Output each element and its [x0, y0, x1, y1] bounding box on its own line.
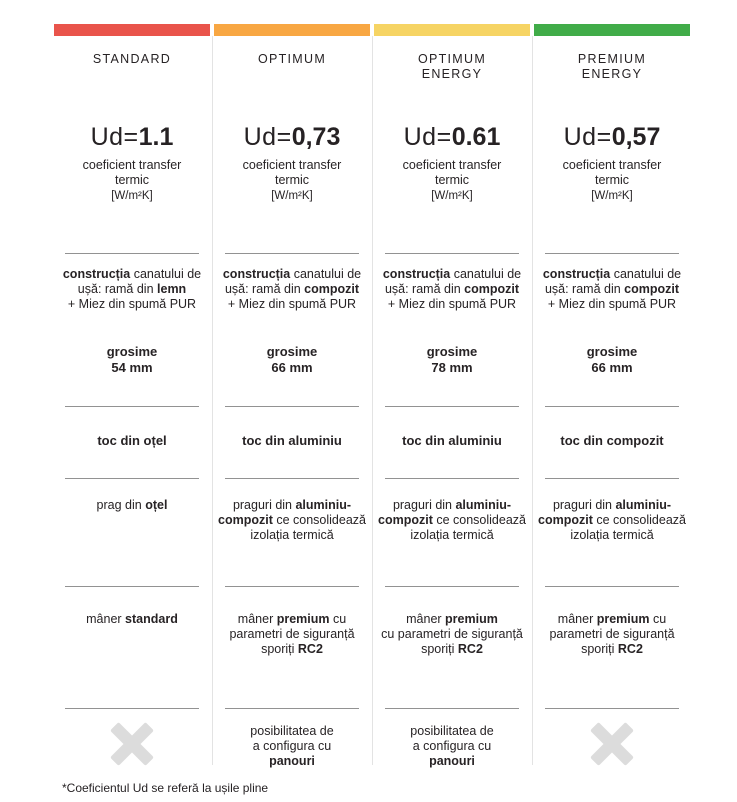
construction-text: construcția canatului de ușă: ramă din compozit + Miez din spumă PUR: [542, 267, 682, 311]
standard-color-bar: [54, 24, 210, 36]
construction-section: [372, 253, 532, 406]
column-title-optimum-energy: OPTIMUM ENERGY: [417, 52, 487, 81]
thickness-label: grosime: [106, 344, 158, 359]
thickness: [372, 344, 532, 375]
section-rule: [385, 586, 519, 587]
section-rule: [385, 478, 519, 479]
threshold-text: praguri din aluminiu- compozit ce consolidează izolația termică: [538, 498, 686, 542]
thickness-label: grosime: [586, 344, 638, 359]
thickness-value: 54 mm: [111, 359, 153, 375]
threshold-text: praguri din aluminiu- compozit ce consolidează izolația termică: [218, 498, 366, 542]
column-premium-energy: [532, 24, 692, 765]
frame-section: [532, 406, 692, 478]
x-icon: [106, 722, 158, 766]
comparison-table: [52, 24, 692, 768]
column-optimum: [212, 24, 372, 768]
handle-section: [372, 586, 532, 708]
threshold-section: [372, 478, 532, 586]
ud-number: 0.61: [451, 123, 501, 151]
frame-text: toc din oțel: [97, 433, 167, 448]
section-rule: [545, 253, 679, 254]
handle-text: mâner standard: [86, 612, 178, 626]
panels-text: posibilitatea de a configura cu panouri: [410, 724, 494, 768]
column-title-standard: STANDARD: [92, 52, 172, 66]
ud-prefix: Ud=: [243, 123, 292, 151]
ud-value-standard: [52, 122, 212, 152]
thickness-label: grosime: [266, 344, 318, 359]
handle-section: [212, 586, 372, 708]
ud-value-premium-energy: [532, 122, 692, 152]
optimum-color-bar: [214, 24, 370, 36]
footnote: *Coeficientul Ud se referă la ușile pline: [62, 781, 269, 795]
construction-section: [212, 253, 372, 406]
unit-label: [W/m²K]: [111, 190, 153, 202]
thickness: [532, 344, 692, 375]
ud-number: 1.1: [138, 123, 174, 151]
thickness-label: grosime: [426, 344, 478, 359]
construction-text: construcția canatului de ușă: ramă din compozit + Miez din spumă PUR: [222, 267, 362, 311]
standard-header: [52, 52, 212, 253]
x-icon: [586, 722, 638, 766]
column-title-optimum: OPTIMUM: [257, 52, 327, 66]
thickness: [212, 344, 372, 375]
section-rule: [225, 406, 359, 407]
section-rule: [385, 708, 519, 709]
threshold-text: praguri din aluminiu- compozit ce consolidează izolația termică: [378, 498, 526, 542]
threshold-section: [532, 478, 692, 586]
threshold-text: prag din oțel: [96, 498, 168, 512]
frame-section: [52, 406, 212, 478]
unit-label: [W/m²K]: [271, 190, 313, 202]
threshold-section: [52, 478, 212, 586]
premium-energy-color-bar: [534, 24, 690, 36]
column-optimum-energy: [372, 24, 532, 768]
ud-prefix: Ud=: [403, 123, 452, 151]
construction-text: construcția canatului de ușă: ramă din compozit + Miez din spumă PUR: [382, 267, 522, 311]
frame-text: toc din aluminiu: [242, 433, 342, 448]
section-rule: [65, 586, 199, 587]
thickness-value: 66 mm: [271, 359, 313, 375]
section-rule: [225, 708, 359, 709]
frame-section: [372, 406, 532, 478]
section-rule: [385, 406, 519, 407]
panels-text: posibilitatea de a configura cu panouri: [250, 724, 334, 768]
handle-section: [532, 586, 692, 708]
section-rule: [545, 478, 679, 479]
construction-section: [532, 253, 692, 406]
optimum-energy-header: [372, 52, 532, 253]
section-rule: [385, 253, 519, 254]
column-title-premium-energy: PREMIUM ENERGY: [577, 52, 647, 81]
handle-section: [52, 586, 212, 708]
optimum-header: [212, 52, 372, 253]
frame-section: [212, 406, 372, 478]
coef-label: coeficient transfer termic: [242, 158, 342, 187]
handle-text: mâner premium cu parametri de siguranță sporiți RC2: [549, 612, 675, 656]
construction-section: [52, 253, 212, 406]
panels-section: [372, 708, 532, 781]
section-rule: [65, 253, 199, 254]
unit-label: [W/m²K]: [591, 190, 633, 202]
coef-label: coeficient transfer termic: [82, 158, 182, 187]
section-rule: [545, 586, 679, 587]
section-rule: [225, 586, 359, 587]
ud-prefix: Ud=: [563, 123, 612, 151]
threshold-section: [212, 478, 372, 586]
section-rule: [545, 708, 679, 709]
handle-text: mâner premium cu parametri de siguranță sporiți RC2: [229, 612, 355, 656]
premium-energy-header: [532, 52, 692, 253]
section-rule: [545, 406, 679, 407]
section-rule: [65, 708, 199, 709]
construction-text: construcția canatului de ușă: ramă din lemn + Miez din spumă PUR: [62, 267, 202, 311]
handle-text: mâner premium cu parametri de siguranță sporiți RC2: [381, 612, 523, 656]
unit-label: [W/m²K]: [431, 190, 473, 202]
thickness-value: 66 mm: [591, 359, 633, 375]
column-standard: [52, 24, 212, 765]
coef-label: coeficient transfer termic: [402, 158, 502, 187]
section-rule: [225, 253, 359, 254]
coef-label: coeficient transfer termic: [562, 158, 662, 187]
panels-section: [532, 708, 692, 781]
section-rule: [225, 478, 359, 479]
thickness: [52, 344, 212, 375]
thickness-value: 78 mm: [431, 359, 473, 375]
frame-text: toc din aluminiu: [402, 433, 502, 448]
ud-number: 0,73: [291, 123, 341, 151]
panels-section: [52, 708, 212, 781]
ud-prefix: Ud=: [90, 123, 139, 151]
frame-text: toc din compozit: [560, 433, 664, 448]
ud-value-optimum-energy: [372, 122, 532, 152]
optimum-energy-color-bar: [374, 24, 530, 36]
section-rule: [65, 478, 199, 479]
ud-value-optimum: [212, 122, 372, 152]
panels-section: [212, 708, 372, 781]
ud-number: 0,57: [611, 123, 661, 151]
section-rule: [65, 406, 199, 407]
